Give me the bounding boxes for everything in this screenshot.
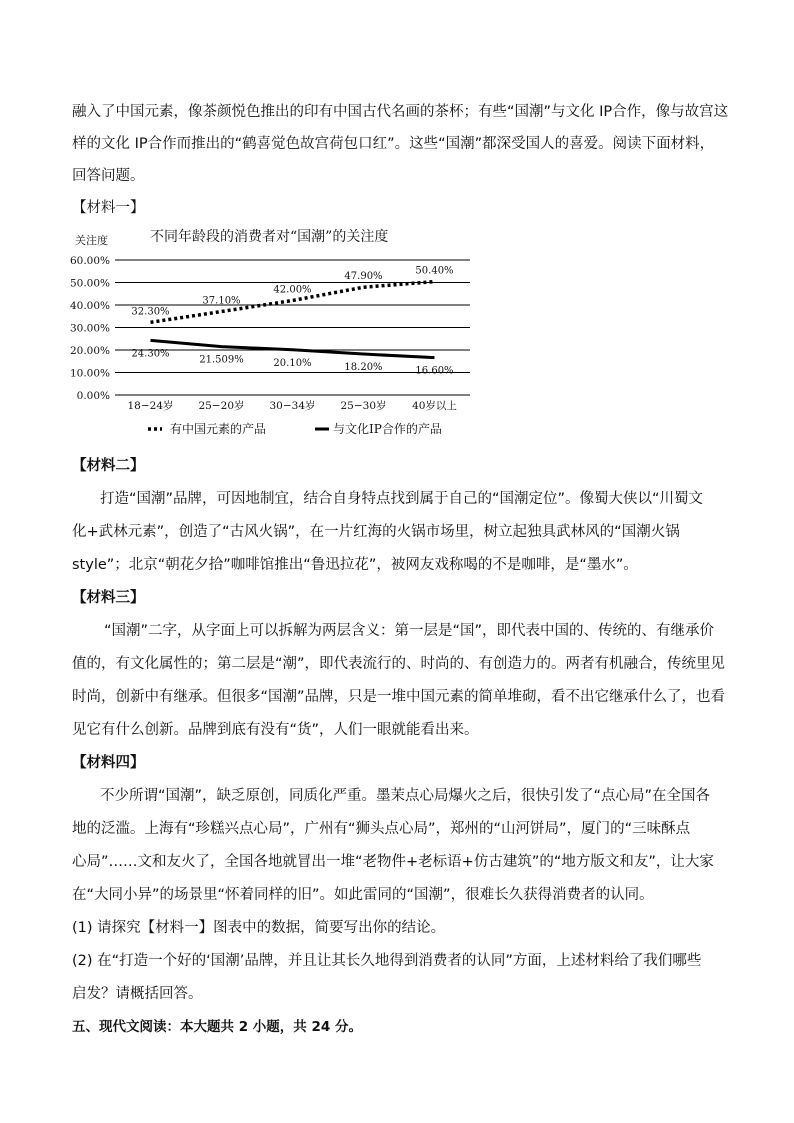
material-2-line-3: style”；北京“朝花夕拾”咖啡馆推出“鲁迅拉花”，被网友戏称喝的不是咖啡，是“墨水”。 — [72, 557, 638, 573]
material-3-line-4: 见它有什么创新。品牌到底有没有“货”，人们一眼就能看出来。 — [72, 722, 479, 738]
y-tick-label: 40.00% — [69, 300, 110, 312]
intro-line-3: 回答问题。 — [72, 168, 145, 184]
x-tick-label: 25−30岁 — [340, 400, 387, 412]
data-label: 16.60% — [415, 365, 454, 377]
material-4-heading: 【材料四】 — [72, 755, 145, 771]
material-2-line-1: 打造“国潮”品牌，可因地制宜，结合自身特点找到属于自己的“国潮定位”。像蜀大侠以“川蜀文 — [100, 491, 704, 507]
x-tick-label: 25−20岁 — [198, 400, 245, 412]
attention-line-chart — [60, 222, 480, 447]
data-label: 18.20% — [344, 362, 383, 374]
question-1: (1) 请探究【材料一】图表中的数据，简要写出你的结论。 — [72, 920, 446, 936]
data-label: 42.00% — [273, 284, 312, 296]
chart-y-ticks — [70, 255, 110, 402]
y-tick-label: 10.00% — [69, 367, 110, 380]
data-label: 47.90% — [344, 271, 383, 283]
chart-legend — [148, 421, 442, 436]
chart-ylabel: 关注度 — [75, 234, 108, 247]
chart-title: 不同年龄段的消费者对“国潮”的关注度 — [150, 229, 389, 245]
material-4-line-1: 不少所谓“国潮”，缺乏原创，同质化严重。墨茉点心局爆火之后，很快引发了“点心局”在全国各 — [100, 788, 711, 804]
material-3-line-3: 时尚，创新中有继承。但很多“国潮”品牌，只是一堆中国元素的简单堆砌，看不出它继承什么了，也看 — [72, 689, 726, 705]
intro-line-2: 样的文化 IP合作而推出的“鹤喜觉色故宫荷包口红”。这些“国潮”都深受国人的喜爱。阅读下面材料， — [72, 136, 715, 152]
y-tick-label: 20.00% — [69, 345, 110, 357]
chart-x-ticks — [127, 399, 457, 412]
material-1-heading: 【材料一】 — [72, 200, 145, 216]
intro-line-1: 融入了中国元素，像茶颜悦色推出的印有中国古代名画的茶杯；有些“国潮”与文化 IP合作，像与故宫这 — [72, 104, 729, 120]
material-4-line-3: 心局”……文和友火了，全国各地就冒出一堆“老物件+老标语+仿古建筑”的“地方版文和友”，让大家 — [72, 854, 714, 870]
material-4-line-4: 在“大同小异”的场景里“怀着同样的旧”。如此雷同的“国潮”，很难长久获得消费者的认同。 — [72, 887, 654, 903]
data-label: 50.40% — [415, 265, 454, 277]
data-label: 24.30% — [131, 348, 170, 360]
material-3-line-2: 值的，有文化属性的；第二层是“潮”，即代表流行的、时尚的、有创造力的。两者有机融合，传统里见 — [72, 656, 726, 672]
legend-label: 与文化IP合作的产品 — [333, 422, 442, 436]
material-3-heading: 【材料三】 — [72, 590, 145, 606]
data-label: 37.10% — [202, 295, 241, 307]
material-3-line-1: “国潮”二字，从字面上可以拆解为两层含义：第一层是“国”，即代表中国的、传统的、有继承价 — [104, 623, 715, 639]
material-4-line-2: 地的泛滥。上海有“珍糕兴点心局”，广州有“狮头点心局”，郑州的“山河饼局”，厦门的“三味酥点 — [72, 821, 691, 837]
section-5-heading: 五、现代文阅读：本大题共 2 小题，共 24 分。 — [72, 1019, 362, 1035]
question-2-line-1: (2) 在“打造一个好的‘国潮’品牌，并且让其长久地得到消费者的认同”方面，上述材料给了我们哪些 — [72, 953, 702, 969]
material-2-heading: 【材料二】 — [72, 458, 145, 474]
data-label: 20.10% — [273, 357, 312, 369]
series-line-ip-collab — [151, 340, 435, 357]
material-2-line-2: 化+武林元素”，创造了“古风火锅”，在一片红海的火锅市场里，树立起独具武林风的“国潮火锅 — [72, 524, 680, 540]
y-tick-label: 50.00% — [69, 277, 110, 290]
question-2-line-2: 启发？请概括回答。 — [72, 986, 203, 1002]
x-tick-label: 30−34岁 — [269, 400, 316, 412]
y-tick-label: 60.00% — [69, 255, 110, 267]
y-tick-label: 0.00% — [76, 390, 110, 402]
data-label: 21.509% — [199, 354, 244, 366]
data-label: 32.30% — [131, 306, 170, 318]
y-tick-label: 30.00% — [69, 322, 110, 335]
legend-label: 有中国元素的产品 — [170, 422, 267, 436]
x-tick-label: 18−24岁 — [127, 400, 174, 412]
x-tick-label: 40岁以上 — [412, 400, 457, 412]
